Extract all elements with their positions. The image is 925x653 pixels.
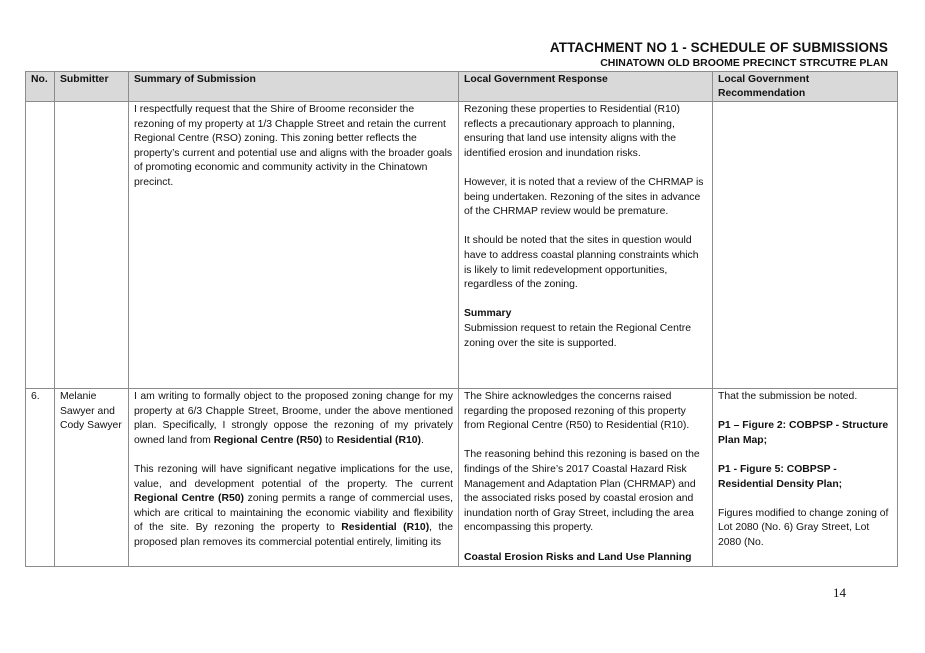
document-subtitle: CHINATOWN OLD BROOME PRECINCT STRCUTRE PLAN bbox=[600, 57, 888, 69]
response-summary: Submission request to retain the Regional Centre zoning over the site is supported. bbox=[464, 322, 691, 349]
header-no: No. bbox=[26, 72, 55, 102]
header-recommendation: Local Government Recommendation bbox=[713, 72, 898, 102]
summary-paragraph: I am writing to formally object to the proposed zoning change for my property at 6/3 Chapple Street, Broome, under the above mentioned plan. Specifically, I strongly oppose the rezoning of my privately owned land from Regional Centre (R50) to Residential (R10). bbox=[134, 391, 453, 446]
table-row bbox=[26, 102, 898, 389]
cell-recommendation bbox=[713, 102, 898, 389]
response-paragraph: The reasoning behind this rezoning is based on the findings of the Shire’s 2017 Coastal Hazard Risk Management and Adaptation Plan (CHRMAP) and the associated risks posed by coastal erosion and inundation north of Gray Street, including the area encompassing this property. bbox=[464, 449, 700, 534]
response-paragraph: It should be noted that the sites in question would have to address coastal planning constraints which is likely to limit redevelopment opportunities, regardless of the zoning. bbox=[464, 235, 699, 291]
cell-submitter: Melanie Sawyer and Cody Sawyer bbox=[55, 389, 129, 567]
response-heading: Coastal Erosion Risks and Land Use Planning bbox=[464, 551, 692, 563]
cell-submitter bbox=[55, 102, 129, 389]
page-number: 14 bbox=[833, 585, 846, 600]
cell-no: 6. bbox=[26, 389, 55, 567]
recommendation-text: That the submission be noted. bbox=[718, 391, 858, 402]
header-submitter: Submitter bbox=[55, 72, 129, 102]
summary-paragraph: This rezoning will have significant negative implications for the use, value, and development potential of the property. The current Regional Centre (R50) zoning permits a range of commercial uses, which are critical to maintaining the economic viability and flexibility of the site. By rezoning the property to Residential (R10), the proposed plan removes its commercial potential entirely, limiting its bbox=[134, 463, 453, 548]
recommendation-text: Figures modified to change zoning of Lot 2080 (No. 6) Gray Street, Lot 2080 (No. bbox=[718, 507, 889, 548]
response-paragraph: Rezoning these properties to Residential (R10) reflects a precautionary approach to planning, ensuring that land use intensity aligns with the identified erosion and inundation risks. bbox=[464, 104, 681, 159]
header-response: Local Government Response bbox=[459, 72, 713, 102]
summary-text: I respectfully request that the Shire of Broome reconsider the rezoning of my property at 1/3 Chapple Street and retain the current Regional Centre (RSO) zoning. This zoning better reflects the property’s current and potential use and aligns with the broader goals of promoting economic and community activity in the Chinatown precinct. bbox=[134, 104, 453, 188]
cell-response bbox=[459, 389, 713, 567]
document-title: ATTACHMENT NO 1 - SCHEDULE OF SUBMISSIONS bbox=[549, 40, 888, 55]
recommendation-figure: P1 – Figure 2: COBPSP - Structure Plan Map; bbox=[718, 420, 889, 446]
response-summary-heading: Summary bbox=[464, 308, 512, 320]
cell-recommendation bbox=[713, 389, 898, 567]
cell-response bbox=[459, 102, 713, 389]
response-paragraph: However, it is noted that a review of the CHRMAP is being undertaken. Rezoning of the sites in advance of the CHRMAP review would be premature. bbox=[464, 176, 704, 218]
cell-summary bbox=[129, 102, 459, 389]
header-summary: Summary of Submission bbox=[129, 72, 459, 102]
cell-no bbox=[26, 102, 55, 389]
recommendation-figure: P1 - Figure 5: COBPSP - Residential Density Plan; bbox=[718, 463, 843, 490]
submissions-table bbox=[25, 71, 898, 567]
table-header-row bbox=[26, 72, 898, 102]
cell-summary bbox=[129, 389, 459, 567]
response-paragraph: The Shire acknowledges the concerns raised regarding the proposed rezoning of this property from Regional Centre (R50) to Residential (R10). bbox=[464, 391, 690, 432]
table-row bbox=[26, 389, 898, 567]
